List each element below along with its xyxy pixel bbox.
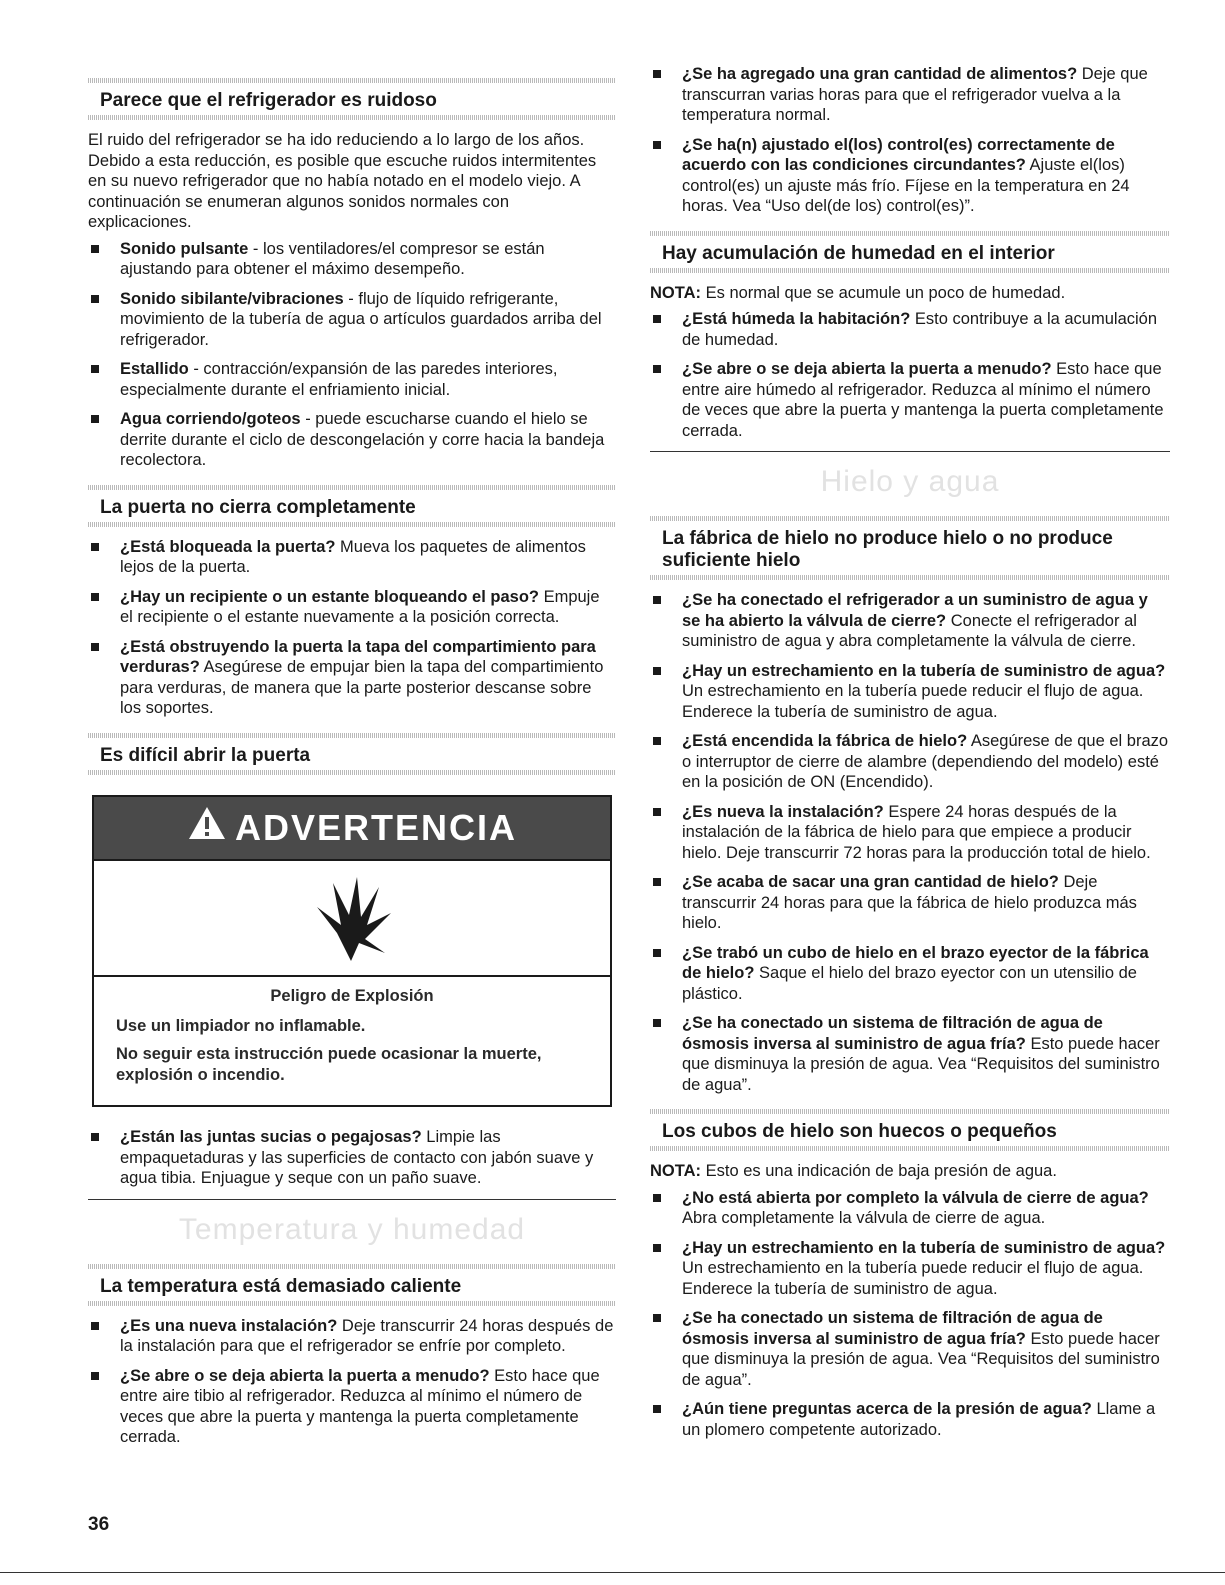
list-item-text: Esto hace que entre aire tibio al refrigerador. Reduzca al mínimo el número de veces que abre la puerta y mantenga la puerta completamente cerrada. — [120, 1366, 600, 1446]
list-item-text: Conecte el refrigerador al suministro de agua y abra completamente la válvula de cierre. — [682, 611, 1137, 650]
warning-triangle-icon — [187, 805, 227, 850]
explosion-icon — [94, 861, 610, 977]
list-item-lead: ¿Hay un estrechamiento en la tubería de suministro de agua? — [682, 1238, 1166, 1257]
list-item-text: Esto hace que entre aire húmedo al refrigerador. Reduzca al mínimo el número de veces que abre la puerta y mantenga la puerta completamente cerrada. — [682, 360, 1164, 440]
list-item-lead: ¿Se acaba de sacar una gran cantidad de hielo? — [682, 873, 1059, 891]
list-item — [88, 637, 616, 719]
bullet-square-icon — [91, 365, 99, 373]
list-item-lead: ¿Se ha conectado un sistema de filtración de agua de ósmosis inversa al suministro de agua fría? — [682, 1309, 1103, 1348]
list-item — [88, 1316, 616, 1357]
list-item — [88, 409, 616, 471]
list-item-text: - los ventiladores/el compresor se están ajustando para obtener el máximo desempeño. — [120, 239, 545, 278]
list-item — [88, 239, 616, 280]
list-item — [650, 731, 1170, 793]
category-rule — [650, 451, 1170, 452]
warning-hazard: Peligro de Explosión — [270, 986, 434, 1005]
warning-label: ADVERTENCIA — [234, 806, 517, 848]
bullet-square-icon — [653, 949, 661, 957]
small-cubes-list — [650, 1188, 1170, 1441]
section-header — [88, 1264, 616, 1306]
bullet-square-icon — [91, 593, 99, 601]
bullet-square-icon — [91, 1372, 99, 1380]
section-title-too-warm: La temperatura está demasiado caliente — [100, 1275, 462, 1297]
list-item — [650, 64, 1170, 126]
list-item-text: Llame a un plomero competente autorizado. — [682, 1400, 1156, 1439]
section-header — [88, 733, 616, 775]
list-item-lead: ¿Se abre o se deja abierta la puerta a menudo? — [120, 1366, 490, 1385]
list-item — [88, 537, 616, 578]
section-title-door-hard-open: Es difícil abrir la puerta — [100, 744, 311, 766]
list-item-text: Deje transcurrir 24 horas después de la instalación para que el refrigerador se enfríe por completo. — [120, 1316, 614, 1355]
list-item-lead: ¿Están las juntas sucias o pegajosas? — [120, 1128, 422, 1146]
list-item — [650, 309, 1170, 350]
moisture-note: NOTA: Es normal que se acumule un poco de humedad. — [650, 283, 1066, 302]
list-item-text: Mueva los paquetes de alimentos lejos de la puerta. — [120, 537, 586, 576]
list-item — [650, 802, 1170, 864]
bullet-square-icon — [91, 543, 99, 551]
category-block — [650, 451, 1170, 502]
moisture-list — [650, 309, 1170, 441]
list-item — [650, 1013, 1170, 1095]
list-item-lead: ¿Está encendida la fábrica de hielo? — [682, 732, 968, 750]
bullet-square-icon — [653, 365, 661, 373]
list-item-lead: ¿Se ha conectado un sistema de filtración de agua de ósmosis inversa al suministro de agua fría? — [682, 1014, 1103, 1053]
category-title-ice: Hielo y agua — [820, 465, 1000, 498]
list-item-lead: ¿Se ha conectado el refrigerador a un suministro de agua y se ha abierto la válvula de cierre? — [682, 591, 1148, 630]
list-item-text: - puede escucharse cuando el hielo se derrite durante el ciclo de descongelación y corre hacia la bandeja recolectora. — [120, 410, 605, 469]
list-item-lead: ¿Se ha(n) ajustado el(los) control(es) correctamente de acuerdo con las condiciones circundantes? — [682, 135, 1115, 174]
bullet-square-icon — [653, 1405, 661, 1413]
bullet-square-icon — [653, 667, 661, 675]
list-item-lead: ¿Aún tiene preguntas acerca de la presión de agua? — [682, 1400, 1092, 1418]
bullet-square-icon — [653, 596, 661, 604]
page-number: 36 — [88, 1514, 110, 1535]
section-title-noisy: Parece que el refrigerador es ruidoso — [100, 90, 437, 111]
noise-list — [88, 239, 616, 471]
list-item-text: Asegúrese de empujar bien la tapa del compartimiento para verduras, de manera que la parte posterior descanse sobre los soportes. — [120, 658, 604, 717]
door-close-list — [88, 537, 616, 719]
list-item-text: Esto puede hacer que disminuya la presión de agua. Vea “Requisitos del suministro de agua”. — [682, 1034, 1160, 1094]
list-item — [650, 1399, 1170, 1440]
warning-text — [94, 977, 610, 1106]
list-item-text: Saque el hielo del brazo eyector con un utensilio de plástico. — [682, 964, 1137, 1003]
list-item-lead: ¿Se abre o se deja abierta la puerta a menudo? — [682, 360, 1052, 378]
category-block — [88, 1199, 616, 1250]
list-item — [88, 1127, 616, 1189]
list-item — [88, 1366, 616, 1448]
door-open-list — [88, 1127, 616, 1189]
list-item-lead: ¿Está obstruyendo la puerta la tapa del compartimiento para verduras? — [120, 637, 596, 676]
list-item — [88, 587, 616, 628]
list-item — [650, 359, 1170, 441]
right-column — [650, 64, 1170, 1449]
bullet-square-icon — [653, 1314, 661, 1322]
warning-line-2: No seguir esta instrucción puede ocasionar la muerte, explosión o incendio. — [116, 1045, 542, 1084]
list-item-lead: ¿Se ha agregado una gran cantidad de alimentos? — [682, 65, 1078, 83]
list-item-text: Esto puede hacer que disminuya la presión de agua. Vea “Requisitos del suministro de agua”. — [682, 1329, 1160, 1389]
section-title-no-ice: La fábrica de hielo no produce hielo o no produce suficiente hielo — [662, 528, 1113, 571]
section-title-moisture: Hay acumulación de humedad en el interior — [662, 242, 1055, 264]
list-item — [650, 872, 1170, 934]
list-item-text: Deje transcurrir 24 horas para que la fábrica de hielo produzca más hielo. — [682, 873, 1137, 932]
list-item-lead: Sonido sibilante/vibraciones — [120, 289, 344, 308]
bullet-square-icon — [653, 1019, 661, 1027]
warning-line-1: Use un limpiador no inflamable. — [116, 1016, 366, 1035]
bullet-square-icon — [91, 643, 99, 651]
bullet-square-icon — [91, 415, 99, 423]
list-item — [650, 1308, 1170, 1390]
list-item — [650, 661, 1170, 723]
list-item-text: Deje que transcurran varias horas para que el refrigerador vuelva a la temperatura normal. — [682, 65, 1148, 124]
list-item — [88, 289, 616, 351]
list-item — [650, 1188, 1170, 1229]
bullet-square-icon — [653, 1194, 661, 1202]
list-item-text: Esto contribuye a la acumulación de humedad. — [682, 310, 1158, 349]
list-item — [650, 1238, 1170, 1300]
list-item-lead: ¿Está húmeda la habitación? — [682, 310, 911, 328]
warning-header — [94, 797, 610, 861]
list-item — [650, 943, 1170, 1005]
bullet-square-icon — [91, 245, 99, 253]
bottom-rule — [0, 1572, 1225, 1573]
list-item-text: - flujo de líquido refrigerante, movimiento de la tubería de agua o artículos guardados arriba del refrigerador. — [120, 289, 602, 349]
list-item-lead: Agua corriendo/goteos — [120, 410, 301, 428]
list-item-lead: ¿Es nueva la instalación? — [682, 802, 884, 821]
section-title-door-not-closing: La puerta no cierra completamente — [100, 496, 416, 518]
bullet-square-icon — [91, 1322, 99, 1330]
warning-box — [92, 795, 612, 1108]
list-item-lead: ¿Hay un estrechamiento en la tubería de suministro de agua? — [682, 661, 1166, 680]
list-item-lead: ¿Se trabó un cubo de hielo en el brazo eyector de la fábrica de hielo? — [682, 943, 1149, 982]
bullet-square-icon — [653, 808, 661, 816]
bullet-square-icon — [653, 141, 661, 149]
list-item-lead: ¿Está bloqueada la puerta? — [120, 537, 336, 556]
bullet-square-icon — [653, 1244, 661, 1252]
no-ice-list — [650, 590, 1170, 1095]
list-item-lead: Estallido — [120, 360, 189, 378]
list-item-lead: ¿Hay un recipiente o un estante bloqueando el paso? — [120, 587, 539, 606]
section-header — [88, 485, 616, 527]
small-cubes-note: NOTA: Esto es una indicación de baja presión de agua. — [650, 1162, 1057, 1180]
list-item — [650, 590, 1170, 652]
bullet-square-icon — [91, 295, 99, 303]
list-item-lead: Sonido pulsante — [120, 239, 249, 258]
list-item-text: Limpie las empaquetaduras y las superficies de contacto con jabón suave y agua tibia. Enjuague y seque con un paño suave. — [120, 1128, 594, 1187]
list-item — [88, 359, 616, 400]
section-header — [650, 231, 1170, 273]
list-item-text: Espere 24 horas después de la instalación de la fábrica de hielo para que empiece a producir hielo. Deje transcurrir 72 horas para la producción total de hielo. — [682, 802, 1151, 862]
list-item-text: Ajuste el(los) control(es) un ajuste más frío. Fíjese en la temperatura en 24 horas. Vea “Uso del(de los) control(es)”. — [682, 156, 1130, 215]
category-title-temp: Temperatura y humedad — [178, 1212, 526, 1246]
list-item-lead: ¿Es una nueva instalación? — [120, 1316, 338, 1335]
bullet-square-icon — [653, 315, 661, 323]
list-item-text: Abra completamente la válvula de cierre de agua. — [682, 1209, 1046, 1227]
bullet-square-icon — [653, 737, 661, 745]
list-item-lead: ¿No está abierta por completo la válvula de cierre de agua? — [682, 1188, 1149, 1207]
section-title-small-cubes: Los cubos de hielo son huecos o pequeños — [662, 1121, 1057, 1142]
list-item-text: Empuje el recipiente o el estante nuevamente a la posición correcta. — [120, 587, 600, 626]
list-item-text: Un estrechamiento en la tubería puede reducir el flujo de agua. Enderece la tubería de suministro de agua. — [682, 682, 1144, 721]
bullet-square-icon — [91, 1133, 99, 1141]
section-header — [88, 78, 616, 120]
list-item-text: Asegúrese de que el brazo o interruptor de cierre de alambre (dependiendo del modelo) esté en la posición de ON (Encendido). — [682, 732, 1169, 791]
list-item-text: - contracción/expansión de las paredes interiores, especialmente durante el enfriamiento inicial. — [120, 360, 558, 399]
section-header — [650, 1109, 1170, 1151]
too-warm-list-cont — [650, 64, 1170, 217]
bullet-square-icon — [653, 70, 661, 78]
bullet-square-icon — [653, 878, 661, 886]
list-item — [650, 135, 1170, 217]
list-item-text: Un estrechamiento en la tubería puede reducir el flujo de agua. Enderece la tubería de suministro de agua. — [682, 1259, 1144, 1298]
section-header — [650, 516, 1170, 580]
too-warm-list — [88, 1316, 616, 1448]
left-column — [88, 64, 616, 1457]
category-rule — [88, 1199, 616, 1200]
noise-intro: El ruido del refrigerador se ha ido reduciendo a lo largo de los años. Debido a esta reducción, es posible que escuche ruidos intermitentes en su nuevo refrigerador que no había notado en el modelo viejo. A continuación se enumeran algunos sonidos normales con explicaciones. — [88, 131, 597, 231]
